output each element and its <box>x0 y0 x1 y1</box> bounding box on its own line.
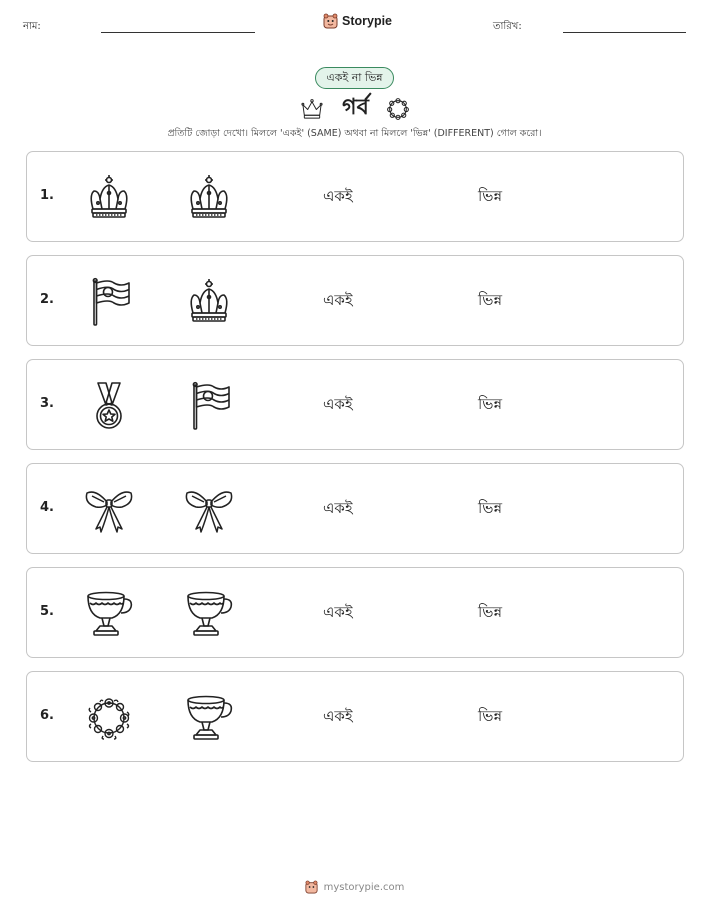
question-row-4 <box>26 463 684 554</box>
worksheet-title: গর্ব <box>342 95 369 120</box>
brand-name: Storypie <box>342 14 393 28</box>
same-option[interactable]: একই <box>323 395 353 413</box>
question-row-5 <box>26 567 684 658</box>
crown-icon <box>184 173 234 223</box>
name-line[interactable] <box>101 32 255 33</box>
crown-icon <box>184 277 234 327</box>
storypie-mascot-icon <box>305 880 318 894</box>
date-line[interactable] <box>563 32 686 33</box>
same-option[interactable]: একই <box>323 499 353 517</box>
same-option[interactable]: একই <box>323 291 353 309</box>
same-option[interactable]: একই <box>323 707 353 725</box>
question-number: 3. <box>40 396 54 411</box>
storypie-mascot-icon <box>323 13 338 29</box>
brand-logo <box>323 13 392 29</box>
flag-icon <box>184 381 234 431</box>
question-row-6 <box>26 671 684 762</box>
wreath-icon <box>84 693 134 743</box>
footer-site[interactable]: mystorypie.com <box>323 881 405 893</box>
same-option[interactable]: একই <box>323 603 353 621</box>
wreath-icon <box>385 96 411 122</box>
worksheet-tag: একই না ভিন্ন <box>315 67 394 89</box>
question-number: 2. <box>40 292 54 307</box>
title-row <box>0 90 709 127</box>
trophy-cup-icon <box>184 589 234 639</box>
instructions: প্রতিটি জোড়া দেখো। মিললে 'একই' (SAME) অথবা না মিললে 'ভিন্ন' (DIFFERENT) গোল করো। <box>167 128 542 139</box>
medal-icon <box>84 381 134 431</box>
question-number: 4. <box>40 500 54 515</box>
question-number: 5. <box>40 604 54 619</box>
date-label: তারিখ: <box>493 21 522 32</box>
question-number: 6. <box>40 708 54 723</box>
different-option[interactable]: ভিন্ন <box>478 291 503 309</box>
trophy-cup-icon <box>84 589 134 639</box>
question-row-3 <box>26 359 684 450</box>
crown-icon <box>84 173 134 223</box>
different-option[interactable]: ভিন্ন <box>478 395 503 413</box>
footer <box>0 880 709 894</box>
flag-icon <box>84 277 134 327</box>
trophy-cup-icon <box>184 693 234 743</box>
bow-icon <box>184 485 234 535</box>
question-row-1 <box>26 151 684 242</box>
different-option[interactable]: ভিন্ন <box>478 187 503 205</box>
crown-icon <box>298 97 326 121</box>
bow-icon <box>84 485 134 535</box>
same-option[interactable]: একই <box>323 187 353 205</box>
different-option[interactable]: ভিন্ন <box>478 499 503 517</box>
different-option[interactable]: ভিন্ন <box>478 603 503 621</box>
different-option[interactable]: ভিন্ন <box>478 707 503 725</box>
question-row-2 <box>26 255 684 346</box>
question-number: 1. <box>40 188 54 203</box>
name-label: নাম: <box>23 21 41 32</box>
